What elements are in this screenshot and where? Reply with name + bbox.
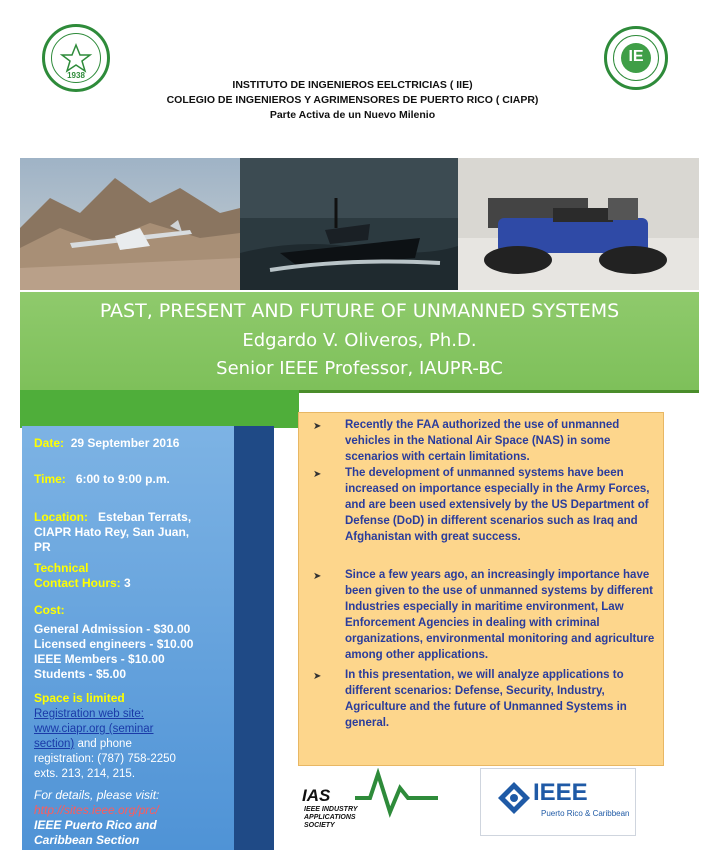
details-block <box>34 788 159 848</box>
cost-licensed: Licensed engineers - $10.00 <box>34 637 194 651</box>
arrow-bullet-icon: ➤ <box>313 421 322 432</box>
ias-sub-3: SOCIETY <box>304 822 335 829</box>
cost-label: Cost: <box>34 603 65 617</box>
location-value-3: PR <box>34 540 51 554</box>
speaker-role: Senior IEEE Professor, IAUPR-BC <box>216 358 503 379</box>
details-url-link[interactable]: http://sites.ieee.org/prc/ <box>34 803 159 817</box>
registration-text-1: and phone <box>74 738 132 750</box>
date-row <box>34 436 179 451</box>
location-value-2: CIAPR Hato Rey, San Juan, <box>34 525 190 539</box>
ias-logo <box>300 768 450 834</box>
time-label: Time: <box>34 472 66 486</box>
cost-students: Students - $5.00 <box>34 667 127 681</box>
registration-link-2: www.ciapr.org (seminar <box>34 723 154 735</box>
registration-block <box>34 707 176 782</box>
location-value-1: Esteban Terrats, <box>98 510 192 524</box>
registration-link-3: section) <box>34 738 75 750</box>
ieee-logo <box>480 768 636 836</box>
registration-text-2: registration: (787) 758-2250 <box>34 753 176 765</box>
navy-accent-strip <box>234 426 274 850</box>
cost-general: General Admission - $30.00 <box>34 622 191 636</box>
date-label: Date: <box>34 436 65 450</box>
ground-robot-photo <box>458 158 699 290</box>
ieee-main-text: IEEE <box>533 779 588 806</box>
details-text-3: Caribbean Section <box>34 833 140 847</box>
arrow-bullet-icon: ➤ <box>313 671 322 682</box>
contact-value: 3 <box>124 576 131 590</box>
bullet-2: The development of unmanned systems have been increased on importance especially in the Army Forces, and are been used extensively by the US Department of Defense (DoD) in different scenarios such as Iraq and Afghanistan with great success. <box>345 467 650 543</box>
header-line-2: COLEGIO DE INGENIEROS Y AGRIMENSORES DE PUERTO RICO ( CIAPR) <box>166 94 539 106</box>
location-label: Location: <box>34 510 88 524</box>
header-line-3: Parte Activa de un Nuevo Milenio <box>269 109 436 121</box>
event-details-sidebar <box>22 426 234 850</box>
details-text-1: For details, please visit: <box>34 788 160 802</box>
drone-photo <box>20 158 240 290</box>
registration-text-3: exts. 213, 214, 215. <box>34 768 136 780</box>
seal-mark: IE <box>628 48 644 65</box>
bullet-1: Recently the FAA authorized the use of unmanned vehicles in the National Air Space (NAS) in some scenarios with certain limitations. <box>345 419 620 463</box>
green-accent-bar <box>20 390 299 428</box>
speaker-name: Edgardo V. Oliveros, Ph.D. <box>242 330 477 351</box>
time-value: 6:00 to 9:00 p.m. <box>75 472 170 486</box>
ias-main-text: IAS <box>302 786 331 805</box>
event-title: PAST, PRESENT AND FUTURE OF UNMANNED SYSTEMS <box>99 300 620 322</box>
date-value: 29 September 2016 <box>70 436 180 450</box>
seal-year: 1938 <box>67 71 85 80</box>
ias-sub-2: APPLICATIONS <box>304 814 356 821</box>
details-text-2: IEEE Puerto Rico and <box>34 818 157 832</box>
header-line-1: INSTITUTO DE INGENIEROS EELCTRICIAS ( IIE) <box>232 79 473 91</box>
contact-label-2: Contact Hours: <box>34 576 121 590</box>
title-banner <box>20 292 699 393</box>
arrow-bullet-icon: ➤ <box>313 571 322 582</box>
contact-label-1: Technical <box>34 561 89 575</box>
space-limited: Space is limited <box>34 691 125 705</box>
bullet-4: In this presentation, we will analyze applications to different scenarios: Defense, Security, Industry, Agriculture and the future of Unmanned Systems in general. <box>345 669 627 729</box>
registration-link-1: Registration web site: <box>34 708 144 720</box>
time-row <box>34 472 170 487</box>
ias-subtext <box>304 806 358 830</box>
location-row <box>34 510 191 555</box>
contact-row <box>34 561 131 591</box>
description-panel <box>298 412 664 766</box>
arrow-bullet-icon: ➤ <box>313 469 322 480</box>
ias-sub-1: IEEE INDUSTRY <box>304 806 358 813</box>
bullet-3: Since a few years ago, an increasingly importance have been given to the use of unmanned systems by different Industries especially in maritime environment, Law Enforcement Agencies in dealing with criminal organizations, environmental monitoring and agriculture among other applications. <box>345 569 655 661</box>
cost-list <box>34 622 193 682</box>
unmanned-boat-photo <box>240 158 458 290</box>
cost-members: IEEE Members - $10.00 <box>34 652 165 666</box>
ieee-sub-text: Puerto Rico & Caribbean <box>541 809 630 818</box>
